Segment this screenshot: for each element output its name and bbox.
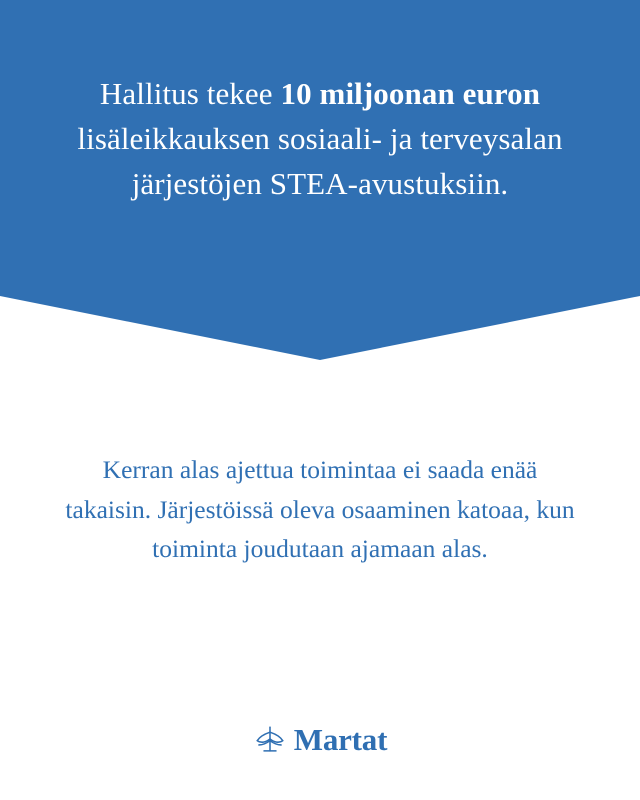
scissors-icon	[405, 602, 445, 642]
body-paragraph: Kerran alas ajettua toimintaa ei saada enää takaisin. Järjestöissä oleva osaaminen katoaa, kun toiminta joudutaan ajamaan alas.	[65, 455, 575, 564]
headline-part-2: lisäleikkauksen sosiaali- ja terveysalan järjestöjen STEA-avustuksiin.	[77, 120, 563, 201]
brand-logo	[0, 722, 640, 756]
cut-line-group	[0, 300, 640, 350]
martat-emblem-icon	[253, 722, 287, 756]
headline-emphasis: 10 miljoonan euron	[280, 76, 541, 111]
dashed-cut-line-icon	[443, 596, 640, 626]
brand-wordmark: Martat	[293, 721, 388, 757]
headline-part-1: Hallitus tekee	[99, 76, 281, 111]
headline-text	[0, 72, 640, 207]
